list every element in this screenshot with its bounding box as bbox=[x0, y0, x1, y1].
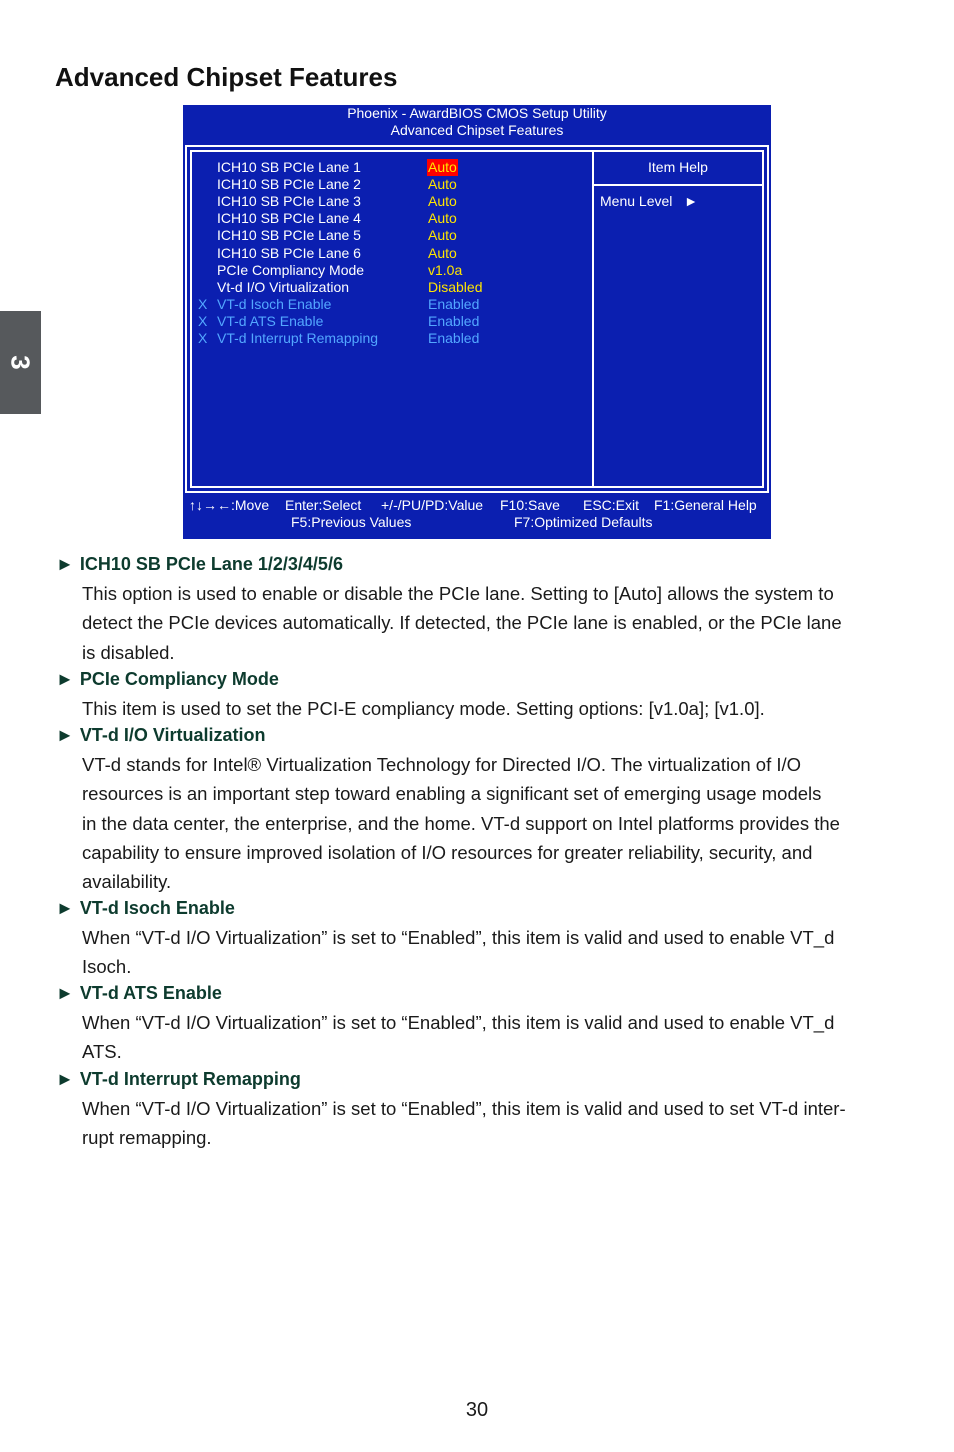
triangle-right-icon: ► bbox=[56, 554, 74, 574]
bios-header-utility: Phoenix - AwardBIOS CMOS Setup Utility bbox=[347, 105, 607, 121]
section-heading bbox=[56, 554, 343, 575]
section-heading-text: PCIe Compliancy Mode bbox=[79, 669, 279, 689]
description-line: is disabled. bbox=[82, 641, 175, 663]
bios-item-label: ICH10 SB PCIe Lane 5 bbox=[217, 227, 361, 244]
bios-item-label: ICH10 SB PCIe Lane 1 bbox=[217, 159, 361, 175]
footer-exit: ESC:Exit bbox=[583, 497, 640, 513]
description-line: ATS. bbox=[82, 1041, 122, 1063]
help-divider bbox=[592, 152, 594, 486]
description-line: Isoch. bbox=[82, 956, 132, 978]
description-line: resources is an important step toward enabling a significant set of emerging usage models bbox=[82, 783, 822, 805]
description-line: rupt remapping. bbox=[82, 1127, 212, 1149]
bios-item-disabled-mark: X bbox=[198, 295, 208, 312]
bios-item-value[interactable]: Auto bbox=[428, 193, 457, 210]
description-line: When “VT-d I/O Virtualization” is set to “Enabled”, this item is valid and used to enable VT_d bbox=[82, 1012, 835, 1033]
bios-item-label: VT-d Interrupt Remapping bbox=[217, 330, 379, 346]
bios-item-label: ICH10 SB PCIe Lane 6 bbox=[217, 244, 361, 261]
description-line: capability to ensure improved isolation of I/O resources for greater reliability, security, and bbox=[82, 841, 813, 863]
bios-item-label: VT-d ATS Enable bbox=[217, 312, 324, 329]
menu-level bbox=[600, 193, 698, 209]
footer-move: ↑↓→←:Move bbox=[189, 497, 270, 513]
section-heading-text: ICH10 SB PCIe Lane 1/2/3/4/5/6 bbox=[79, 554, 343, 574]
bios-item-value[interactable]: Auto bbox=[428, 159, 457, 175]
footer-select: Enter:Select bbox=[285, 497, 362, 513]
description-line: availability. bbox=[82, 871, 172, 893]
page-title: Advanced Chipset Features bbox=[55, 62, 398, 92]
bios-item-disabled-mark: X bbox=[198, 312, 208, 329]
triangle-right-icon: ► bbox=[56, 898, 74, 918]
section-description bbox=[82, 694, 897, 723]
bios-frame bbox=[185, 145, 769, 493]
bios-item-value[interactable]: Enabled bbox=[428, 295, 480, 312]
section-description bbox=[82, 579, 897, 667]
bios-item-value[interactable]: Enabled bbox=[428, 312, 480, 329]
triangle-right-icon: ► bbox=[56, 1069, 74, 1089]
section-description bbox=[82, 923, 897, 982]
bios-item-label: ICH10 SB PCIe Lane 3 bbox=[217, 193, 361, 210]
bios-item-disabled-mark: X bbox=[198, 330, 208, 346]
section-heading bbox=[56, 898, 235, 919]
section-description bbox=[82, 1008, 897, 1067]
section-description bbox=[82, 750, 897, 896]
menu-level-arrow-icon: ► bbox=[684, 193, 698, 209]
footer-optimized-defaults: F7:Optimized Defaults bbox=[514, 514, 653, 530]
section-heading-text: VT-d ATS Enable bbox=[79, 983, 222, 1003]
footer-value: +/-/PU/PD:Value bbox=[381, 497, 484, 513]
bios-screenshot bbox=[183, 105, 771, 539]
bios-item-label: ICH10 SB PCIe Lane 4 bbox=[217, 210, 361, 227]
menu-level-label: Menu Level bbox=[600, 193, 673, 209]
bios-item-value[interactable]: Enabled bbox=[428, 330, 480, 346]
bios-item-value[interactable]: v1.0a bbox=[428, 261, 463, 278]
description-line: When “VT-d I/O Virtualization” is set to “Enabled”, this item is valid and used to set VT-d inter- bbox=[82, 1098, 846, 1119]
bios-item-value[interactable]: Auto bbox=[428, 176, 457, 193]
bios-inner-frame bbox=[190, 150, 764, 488]
page-number: 30 bbox=[465, 1399, 489, 1421]
section-heading bbox=[56, 1069, 301, 1090]
help-title-divider bbox=[594, 184, 762, 186]
bios-item-value[interactable]: Disabled bbox=[428, 278, 483, 295]
section-heading-text: VT-d I/O Virtualization bbox=[79, 725, 266, 745]
triangle-right-icon: ► bbox=[56, 725, 74, 745]
description-line: detect the PCIe devices automatically. If detected, the PCIe lane is enabled, or the PCIe lane bbox=[82, 612, 842, 634]
section-heading-text: VT-d Isoch Enable bbox=[79, 898, 235, 918]
section-heading bbox=[56, 669, 279, 690]
bios-header-menu: Advanced Chipset Features bbox=[390, 122, 564, 138]
bios-item-label: Vt-d I/O Virtualization bbox=[217, 278, 350, 295]
description-line: This option is used to enable or disable the PCIe lane. Setting to [Auto] allows the system to bbox=[82, 583, 834, 604]
triangle-right-icon: ► bbox=[56, 983, 74, 1003]
bios-item-label: ICH10 SB PCIe Lane 2 bbox=[217, 176, 361, 193]
bios-item-value[interactable]: Auto bbox=[428, 227, 457, 244]
description-line: When “VT-d I/O Virtualization” is set to “Enabled”, this item is valid and used to enable VT_d bbox=[82, 927, 835, 948]
footer-help: F1:General Help bbox=[654, 497, 757, 513]
description-line: VT-d stands for Intel® Virtualization Technology for Directed I/O. The virtualization of I/O bbox=[82, 754, 802, 775]
section-heading bbox=[56, 983, 222, 1004]
chapter-number: 3 bbox=[6, 355, 36, 370]
item-help-title: Item Help bbox=[648, 159, 708, 175]
bios-item-label: PCIe Compliancy Mode bbox=[217, 261, 365, 278]
triangle-right-icon: ► bbox=[56, 669, 74, 689]
bios-item-value[interactable]: Auto bbox=[428, 244, 457, 261]
section-description bbox=[82, 1094, 897, 1153]
section-heading bbox=[56, 725, 266, 746]
footer-previous-values: F5:Previous Values bbox=[291, 514, 412, 530]
description-line: in the data center, the enterprise, and the home. VT-d support on Intel platforms provides the bbox=[82, 812, 840, 834]
bios-item-value[interactable]: Auto bbox=[428, 210, 457, 227]
footer-save: F10:Save bbox=[500, 497, 560, 513]
section-heading-text: VT-d Interrupt Remapping bbox=[79, 1069, 301, 1089]
description-line: This item is used to set the PCI-E compliancy mode. Setting options: [v1.0a]; [v1.0]. bbox=[82, 698, 765, 719]
chapter-tab bbox=[0, 311, 41, 414]
bios-item-label: VT-d Isoch Enable bbox=[217, 295, 332, 312]
